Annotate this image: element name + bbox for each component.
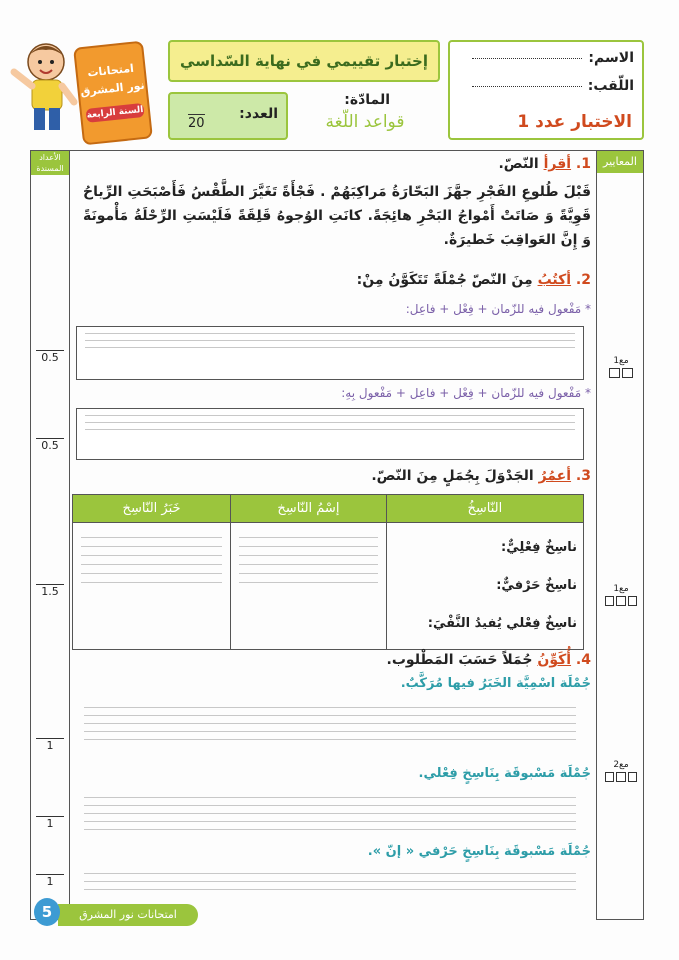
table-header-predicate: خَبَرُ النّاسِخ	[73, 495, 231, 523]
mark-q4b: 1	[36, 806, 64, 830]
question-1	[498, 156, 591, 172]
q2-answer-b[interactable]	[76, 408, 584, 460]
q1-number: 1.	[575, 156, 591, 172]
predicate-cell[interactable]	[73, 523, 231, 650]
criteria-1a: مع1	[604, 356, 638, 378]
subject-cell[interactable]	[231, 523, 387, 650]
criteria-checkboxes[interactable]	[604, 596, 638, 606]
reading-passage: قَبْلَ طُلوعِ الفَجْرِ جهَّزَ البَحّارَةُ مَراكِبَهُمْ . فَجْأَةً تَغَيَّرَ الطَّقْسُ فَأَصْبَحَتِ الرِّياحُ قَوِيَّةً وَ صَاتَتْ أَمْواجُ البَحْرِ هائِجَةً. كانَتِ الوُجوهُ قَلِقَةً فَلَيْسَتِ الرِّحْلَةُ مَأْمونَةً وَ إِنَّ العَواقِبَ خَطيرَةٌ.	[83, 184, 591, 248]
name-field[interactable]	[472, 58, 582, 59]
q4-answer-b[interactable]	[76, 790, 584, 837]
test-number: الاختبار عدد 1	[517, 112, 632, 132]
q3-verb: أعمُرُ	[538, 468, 572, 484]
row-particle-copula: ناسِخٌ حَرْفيٌّ:	[496, 578, 577, 593]
question-4	[387, 652, 591, 668]
q4-item-a: جُمْلَة اسْمِيَّة الخَبَرُ فيها مُرَكَّبٌ.	[400, 676, 591, 691]
mark-q4a: 1	[36, 728, 64, 752]
exam-title: إختبار تقييمي في نهاية السّداسي	[168, 40, 440, 82]
badge-line1: امتحانات	[86, 61, 135, 80]
mark-q2b: 0.5	[36, 428, 64, 452]
criteria-checkboxes[interactable]	[604, 772, 638, 782]
q4-text: جُمَلاً حَسَبَ المَطْلوب.	[386, 652, 533, 668]
marks-column	[30, 150, 70, 920]
row-verbal-copula: ناسِخٌ فِعْلِيٌّ:	[501, 540, 577, 555]
subject-label: المادّة:	[344, 92, 390, 108]
grade-total: 20	[188, 116, 205, 131]
q2-number: 2.	[575, 272, 591, 288]
mark-q2a: 0.5	[36, 340, 64, 364]
name-row[interactable]	[472, 50, 634, 66]
table-header-copula: النّاسِخُ	[386, 495, 583, 523]
q2-answer-a[interactable]	[76, 326, 584, 380]
criteria-column	[596, 150, 644, 920]
name-label: الاسم:	[588, 50, 634, 66]
cartoon-boy-icon	[8, 36, 78, 136]
criteria-header: المعايير	[597, 151, 643, 173]
q3-number: 3.	[575, 468, 591, 484]
brand-badge	[73, 41, 153, 146]
badge-line2: نور المشرق	[79, 78, 146, 99]
table-row-labels	[386, 523, 583, 650]
q3-text: الجَدْوَلَ بِجُمَلٍ مِنَ النّصّ.	[371, 468, 534, 484]
q4-item-b: جُمْلَة مَسْبوقَة بِنَاسِخٍ فِعْلي.	[418, 766, 591, 781]
q2-hint-a: * مَفْعول فيه للزّمان + فِعْل + فاعِل:	[405, 302, 591, 316]
criteria-1b: مع1	[604, 584, 638, 606]
marks-header: الأعداد المسندة	[31, 151, 69, 175]
surname-field[interactable]	[472, 86, 582, 87]
badge-level: السنة الرابعة	[86, 103, 145, 123]
grade-label: العدد:	[239, 106, 278, 122]
q2-hint-b: * مَفْعول فيه للزّمان + فِعْل + فاعِل + مَفْعول بِهِ:	[341, 386, 591, 400]
q2-text: مِنَ النّصّ جُمْلَةً تَتَكَوَّنُ مِنْ:	[356, 272, 533, 288]
mark-q3: 1.5	[36, 574, 64, 598]
criteria-checkboxes[interactable]	[604, 368, 638, 378]
table-header-subject: إسْمُ النّاسِخ	[231, 495, 387, 523]
q1-verb: أقرأ	[543, 156, 572, 172]
row-negation-copula: ناسِخٌ فِعْلي يُفيدُ النَّفْيَ:	[427, 616, 577, 631]
q4-verb: أُكَوِّنُ	[537, 652, 572, 668]
q2-verb: أكتُبُ	[537, 272, 572, 288]
subject-value: قواعد اللّغة	[325, 112, 405, 132]
mark-q4c: 1	[36, 864, 64, 888]
criteria-2: مع2	[604, 760, 638, 782]
q1-text: النّصّ.	[498, 156, 539, 172]
q4-item-c: جُمْلَة مَسْبوقَة بِنَاسِخٍ حَرْفي « إنّ ».	[367, 844, 591, 859]
q4-number: 4.	[575, 652, 591, 668]
surname-label: اللّقب:	[587, 78, 634, 94]
grade-box	[168, 92, 288, 140]
q4-answer-c[interactable]	[76, 866, 584, 897]
question-2	[357, 272, 591, 288]
copula-table	[72, 494, 584, 650]
page-number: 5	[34, 898, 60, 926]
q4-answer-a[interactable]	[76, 700, 584, 747]
question-3	[371, 468, 591, 484]
footer-brand: امتحانات نور المشرق	[58, 904, 198, 926]
surname-row[interactable]	[472, 78, 634, 94]
student-info-box	[448, 40, 644, 140]
